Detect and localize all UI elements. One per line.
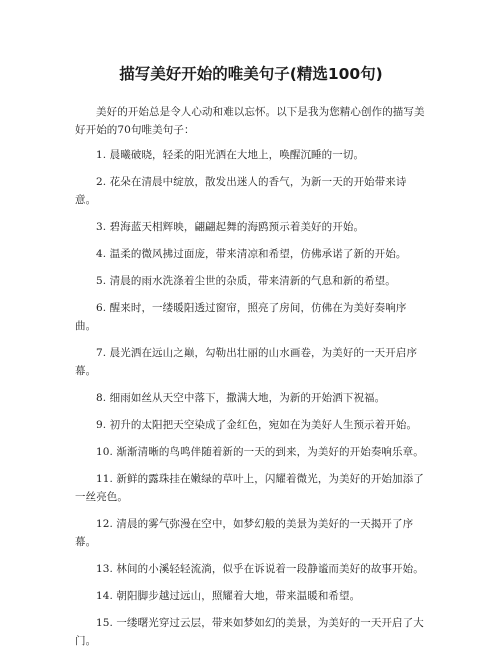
- list-item: 12. 清晨的雾气弥漫在空中，如梦幻般的美景为美好的一天揭开了序幕。: [75, 518, 414, 548]
- list-item: 10. 渐渐清晰的鸟鸣伴随着新的一天的到来，为美好的开始奏响乐章。: [96, 446, 424, 458]
- list-item: 2. 花朵在清晨中绽放，散发出迷人的香气，为新一天的开始带来诗意。: [75, 176, 407, 206]
- list-item: 7. 晨光洒在远山之巅，勾勒出壮丽的山水画卷，为美好的一天开启序幕。: [75, 347, 418, 377]
- page-title: 描写美好开始的唯美句子(精选100句): [119, 65, 383, 83]
- list-item: 15. 一缕曙光穿过云层，带来如梦如幻的美景，为美好的一天开启了大门。: [75, 617, 424, 647]
- list-item: 9. 初升的太阳把天空染成了金红色，宛如在为美好人生预示着开始。: [96, 419, 418, 431]
- intro-paragraph: 美好的开始总是令人心动和难以忘怀。以下是我为您精心创作的描写美好开始的70句唯美句子：: [75, 106, 425, 136]
- list-item: 3. 碧海蓝天相辉映，翩翩起舞的海鸥预示着美好的开始。: [96, 221, 365, 233]
- list-item: 14. 朝阳脚步越过远山，照耀着大地，带来温暖和希望。: [96, 590, 361, 602]
- list-item: 1. 晨曦破晓，轻柔的阳光洒在大地上，唤醒沉睡的一切。: [96, 149, 365, 161]
- list-item: 5. 清晨的雨水洗涤着尘世的杂质，带来清新的气息和新的希望。: [96, 275, 396, 287]
- list-item: 13. 林间的小溪轻轻流淌，似乎在诉说着一段静谧而美好的故事开始。: [96, 563, 424, 575]
- list-item: 4. 温柔的微风拂过面庞，带来清凉和希望，仿佛承诺了新的开始。: [96, 248, 407, 260]
- list-item: 8. 细雨如丝从天空中落下，撒满大地，为新的开始洒下祝福。: [96, 392, 386, 404]
- list-item: 11. 新鲜的露珠挂在嫩绿的草叶上，闪耀着微光，为美好的开始加添了一丝亮色。: [75, 473, 424, 503]
- sentence-list: [75, 146, 427, 649]
- list-item: 6. 醒来时，一缕暖阳透过窗帘，照亮了房间，仿佛在为美好奏响序曲。: [75, 302, 407, 332]
